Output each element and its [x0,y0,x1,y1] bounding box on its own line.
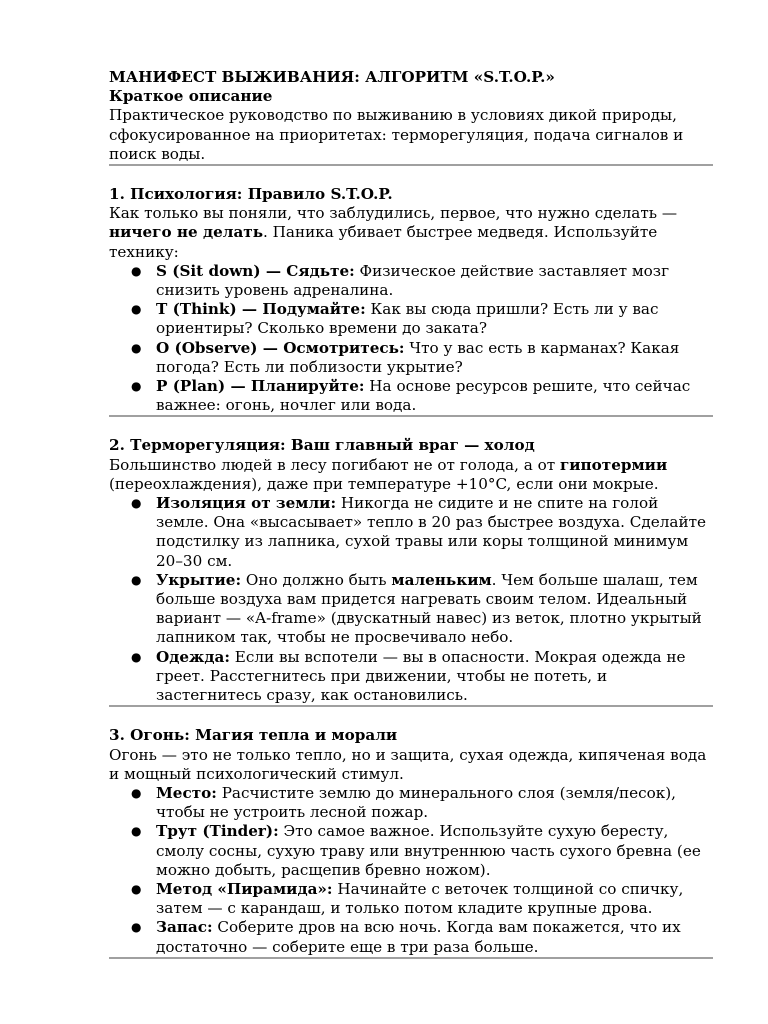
section-divider [109,415,713,417]
list-item [131,879,713,918]
section-title: 1. Психология: Правило S.T.O.P. [109,185,393,204]
list-item [131,377,713,415]
section-divider [109,164,713,166]
summary-text: Практическое руководство по выживанию в условиях дикой природы, сфокусированное на приоритетах: терморегуляция, подача сигналов и поиск воды. [109,106,684,163]
intro-text: . Паника убивает быстрее медведя. Используйте технику: [109,223,658,261]
bullet-icon: ● [131,340,142,355]
item-label: Одежда: [156,647,230,666]
item-text: Как вы сюда пришли? Есть ли у вас ориентиры? Сколько времени до заката? [156,300,659,338]
item-label: Трут (Tinder): [156,822,279,841]
item-text: На основе ресурсов решите, что сейчас важнее: огонь, ночлег или вода. [156,377,691,415]
item-label: Метод «Пирамида»: [156,879,333,898]
bullet-icon: ● [131,824,142,839]
item-label: O (Observe) — Осмотритесь: [156,338,405,357]
bullet-icon: ● [131,496,142,511]
item-label: S (Sit down) — Сядьте: [156,261,355,280]
intro-text: Большинство людей в лесу погибают не от голода, а от [109,455,560,474]
intro-text: (переохлаждения), даже при температуре +10°C, если они мокрые. [109,474,659,493]
item-text: Оно должно быть [241,570,392,589]
list-item [131,494,713,571]
section-intro [109,204,713,262]
intro-emphasis: ничего не делать [109,223,264,242]
intro-emphasis: гипотермии [559,455,668,474]
bullet-icon: ● [131,302,142,317]
section-psychology [109,185,713,415]
section-thermoregulation [109,436,713,705]
section-divider [109,957,713,959]
item-label: Изоляция от земли: [156,494,337,513]
list-item [131,570,713,648]
list-item [131,783,713,822]
bullet-icon: ● [131,263,142,278]
section-title: 2. Терморегуляция: Ваш главный враг — холод [109,436,535,455]
item-label: P (Plan) — Планируйте: [156,377,365,396]
list-item [131,300,713,338]
section-intro [109,456,713,494]
item-text: Если вы вспотели — вы в опасности. Мокрая одежда не греет. Расстегнитесь при движении, чтобы не потеть, и застегнитесь сразу, как остановились. [156,647,686,705]
list-item [131,338,713,377]
section-fire [109,726,713,956]
item-text: Физическое действие заставляет мозг снизить уровень адреналина. [156,261,670,300]
summary-heading: Краткое описание [109,87,273,106]
list-item [131,918,713,956]
bullet-icon: ● [131,920,142,935]
item-label: T (Think) — Подумайте: [156,300,366,319]
item-label: Укрытие: [156,570,242,589]
item-text: Никогда не сидите и не спите на голой земле. Она «высасывает» тепло в 20 раз быстрее воздуха. Сделайте подстилку из лапника, сухой травы или коры толщиной минимум 20–30 см. [156,494,706,570]
bullet-icon: ● [131,649,142,664]
item-text: Расчистите землю до минерального слоя (земля/песок), чтобы не устроить лесной пожар. [156,783,677,822]
section-title: 3. Огонь: Магия тепла и морали [109,726,398,745]
bullet-icon: ● [131,572,142,587]
item-label: Место: [156,783,217,802]
intro-text: Как только вы поняли, что заблудились, первое, что нужно сделать — [109,204,678,223]
intro-text: Огонь — это не только тепло, но и защита, сухая одежда, кипяченая вода и мощный психологический стимул. [109,745,707,783]
bullet-list [109,784,713,957]
document-title: МАНИФЕСТ ВЫЖИВАНИЯ: АЛГОРИТМ «S.T.O.P.» [109,68,555,86]
section-intro [109,746,713,784]
list-item [131,261,713,300]
bullet-icon: ● [131,881,142,896]
item-text: Начинайте с веточек толщиной со спичку, затем — с карандаш, и только потом кладите крупные дрова. [156,879,684,918]
item-text: . Чем больше шалаш, тем больше воздуха вам придется нагревать своим телом. Идеальный вариант — «A-frame» (двускатный навес) из веток, плотно укрытый лапником так, чтобы не просвечивало небо. [156,570,702,647]
item-text: Это самое важное. Используйте сухую бересту, смолу сосны, сухую траву или внутреннюю часть сухого бревна (ее можно добыть, расщепив бревно ножом). [156,822,701,879]
item-label: Запас: [156,918,213,937]
list-item [131,822,713,880]
bullet-list [109,262,713,416]
section-divider [109,705,713,707]
document-page [109,68,713,959]
item-emphasis: маленьким [391,570,492,589]
bullet-icon: ● [131,785,142,800]
bullet-list [109,494,713,705]
bullet-icon: ● [131,379,142,394]
list-item [131,647,713,706]
item-text: Соберите дров на всю ночь. Когда вам покажется, что их достаточно — соберите еще в три раза больше. [156,918,681,956]
item-text: Что у вас есть в карманах? Какая погода? Есть ли поблизости укрытие? [156,338,680,376]
